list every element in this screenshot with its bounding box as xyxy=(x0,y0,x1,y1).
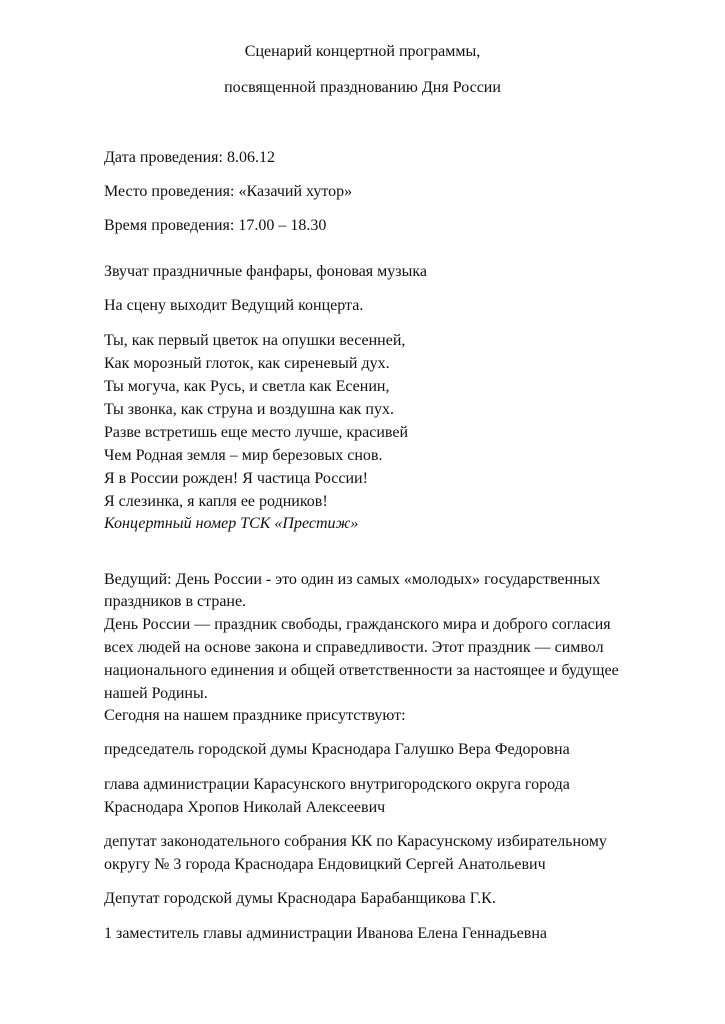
guest-entry-district-head-cont: Краснодара Хропов Николай Алексеевич xyxy=(104,799,386,816)
stage-direction-host: На сцену выходит Ведущий концерта. xyxy=(104,297,364,314)
host-speech-line: Ведущий: День России - это один из самых «молодых» государственных xyxy=(104,571,601,588)
poem-line: Ты звонка, как струна и воздушна как пух. xyxy=(104,401,394,418)
poem-line: Разве встретишь еще место лучше, красивей xyxy=(104,424,409,441)
event-place: Место проведения: «Казачий хутор» xyxy=(104,183,353,200)
guest-entry-first-deputy-head: 1 заместитель главы администрации Иванова Елена Геннадьевна xyxy=(104,925,547,942)
guest-entry-district-head: глава администрации Карасунского внутригородского округа города xyxy=(104,776,570,793)
event-time: Время проведения: 17.00 – 18.30 xyxy=(104,217,327,234)
host-speech-line: всех людей на основе закона и справедливости. Этот праздник — символ xyxy=(104,639,604,656)
stage-direction-music: Звучат праздничные фанфары, фоновая музыка xyxy=(104,263,427,280)
poem-line: Как морозный глоток, как сиреневый дух. xyxy=(104,355,390,372)
document-title-line-1: Сценарий концертной программы, xyxy=(244,43,481,60)
poem-line: Я слезинка, я капля ее родников! xyxy=(104,493,328,510)
guest-entry-duma-deputy: Депутат городской думы Краснодара Барабанщикова Г.К. xyxy=(104,890,496,907)
poem-line: Ты могуча, как Русь, и светла как Есенин, xyxy=(104,378,390,395)
host-speech-line: нашей Родины. xyxy=(104,685,208,702)
poem-line: Чем Родная земля – мир березовых снов. xyxy=(104,447,383,464)
performance-note: Концертный номер ТСК «Престиж» xyxy=(104,515,359,532)
poem-line: Я в России рожден! Я частица России! xyxy=(104,470,368,487)
host-speech-line: Сегодня на нашем празднике присутствуют: xyxy=(104,707,406,724)
host-speech-line: праздников в стране. xyxy=(104,593,247,610)
guest-entry-deputy-cont: округу № 3 города Краснодара Ендовицкий Сергей Анатольевич xyxy=(104,856,546,873)
host-speech-line: национального единения и общей ответственности за настоящее и будущее xyxy=(104,662,619,679)
host-speech-line: День России — праздник свободы, гражданского мира и доброго согласия xyxy=(104,616,611,633)
document-title-line-2: посвященной празднованию Дня России xyxy=(224,79,501,96)
event-date: Дата проведения: 8.06.12 xyxy=(104,149,275,166)
guest-entry-duma-chair: председатель городской думы Краснодара Галушко Вера Федоровна xyxy=(104,741,570,758)
poem-line: Ты, как первый цветок на опушки весенней, xyxy=(104,332,406,349)
guest-entry-deputy: депутат законодательного собрания КК по Карасунскому избирательному xyxy=(104,833,607,850)
